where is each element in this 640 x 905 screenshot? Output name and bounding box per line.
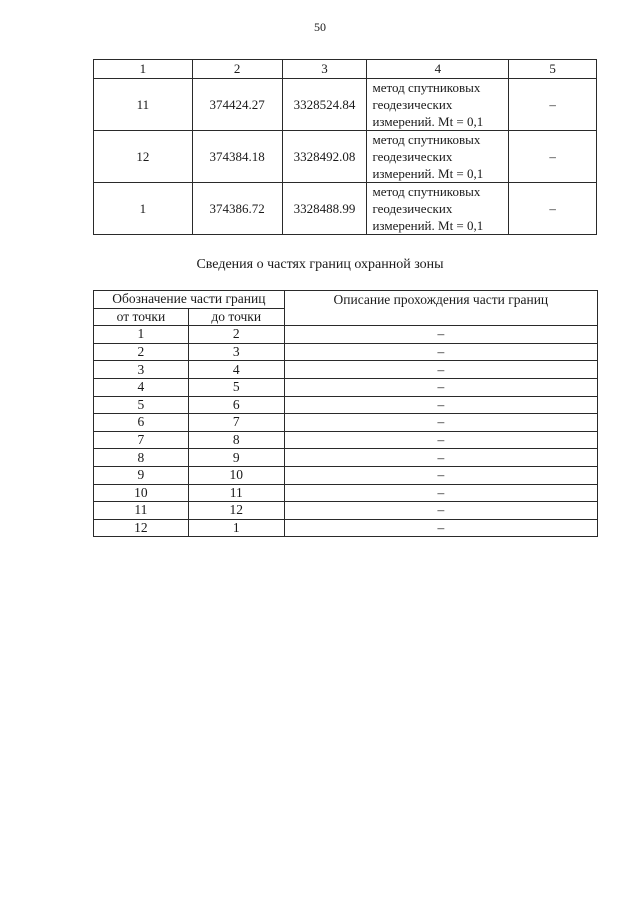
from-point-cell: 3 bbox=[94, 361, 189, 379]
column-number-2: 2 bbox=[192, 60, 282, 79]
from-point-cell: 4 bbox=[94, 378, 189, 396]
parts-table-body bbox=[94, 326, 598, 537]
table-row bbox=[94, 396, 598, 414]
column-number-4: 4 bbox=[367, 60, 509, 79]
from-point-cell: 11 bbox=[94, 502, 189, 520]
method-description bbox=[367, 79, 509, 131]
method-line: метод спутниковых bbox=[372, 184, 481, 199]
method-line: метод спутниковых bbox=[372, 80, 481, 95]
to-point-cell: 1 bbox=[188, 519, 284, 537]
description-cell: – bbox=[284, 484, 597, 502]
column-number-1: 1 bbox=[94, 60, 193, 79]
y-coordinate: 3328524.84 bbox=[282, 79, 367, 131]
point-number: 11 bbox=[94, 79, 193, 131]
table-row bbox=[94, 378, 598, 396]
coordinates-header-row bbox=[94, 60, 597, 79]
point-number: 12 bbox=[94, 131, 193, 183]
to-point-cell: 2 bbox=[188, 326, 284, 344]
x-coordinate: 374386.72 bbox=[192, 183, 282, 235]
description-cell: – bbox=[284, 396, 597, 414]
to-point-cell: 12 bbox=[188, 502, 284, 520]
method-description bbox=[367, 131, 509, 183]
from-point-cell: 2 bbox=[94, 343, 189, 361]
from-point-header: от точки bbox=[94, 308, 189, 326]
from-point-cell: 8 bbox=[94, 449, 189, 467]
from-point-cell: 9 bbox=[94, 466, 189, 484]
to-point-cell: 10 bbox=[188, 466, 284, 484]
to-point-cell: 11 bbox=[188, 484, 284, 502]
column-number-5: 5 bbox=[509, 60, 597, 79]
table-row bbox=[94, 466, 598, 484]
from-point-cell: 6 bbox=[94, 414, 189, 432]
coordinates-table bbox=[93, 59, 597, 235]
from-point-cell: 12 bbox=[94, 519, 189, 537]
x-coordinate: 374384.18 bbox=[192, 131, 282, 183]
note-cell: – bbox=[509, 183, 597, 235]
to-point-cell: 4 bbox=[188, 361, 284, 379]
to-point-cell: 8 bbox=[188, 431, 284, 449]
to-point-cell: 5 bbox=[188, 378, 284, 396]
section-title: Сведения о частях границ охранной зоны bbox=[196, 257, 444, 272]
y-coordinate: 3328488.99 bbox=[282, 183, 367, 235]
table-row bbox=[94, 502, 598, 520]
from-point-cell: 7 bbox=[94, 431, 189, 449]
boundary-parts-table bbox=[93, 290, 598, 537]
table-row bbox=[94, 183, 597, 235]
method-line: геодезических bbox=[372, 201, 453, 216]
method-line: измерений. Mt = 0,1 bbox=[372, 218, 484, 233]
description-cell: – bbox=[284, 502, 597, 520]
from-point-cell: 5 bbox=[94, 396, 189, 414]
description-header: Описание прохождения части границ bbox=[284, 291, 597, 326]
method-line: измерений. Mt = 0,1 bbox=[372, 166, 484, 181]
from-point-cell: 1 bbox=[94, 326, 189, 344]
description-cell: – bbox=[284, 378, 597, 396]
group-header: Обозначение части границ bbox=[94, 291, 285, 309]
method-line: метод спутниковых bbox=[372, 132, 481, 147]
column-number-3: 3 bbox=[282, 60, 367, 79]
table-row bbox=[94, 414, 598, 432]
table-row bbox=[94, 79, 597, 131]
x-coordinate: 374424.27 bbox=[192, 79, 282, 131]
from-point-cell: 10 bbox=[94, 484, 189, 502]
description-cell: – bbox=[284, 466, 597, 484]
note-cell: – bbox=[509, 131, 597, 183]
description-cell: – bbox=[284, 361, 597, 379]
table-row bbox=[94, 519, 598, 537]
method-description bbox=[367, 183, 509, 235]
method-line: геодезических bbox=[372, 97, 453, 112]
to-point-cell: 9 bbox=[188, 449, 284, 467]
to-point-header: до точки bbox=[188, 308, 284, 326]
point-number: 1 bbox=[94, 183, 193, 235]
table-row bbox=[94, 361, 598, 379]
table-row bbox=[94, 484, 598, 502]
description-cell: – bbox=[284, 431, 597, 449]
table-row bbox=[94, 131, 597, 183]
table-row bbox=[94, 343, 598, 361]
to-point-cell: 6 bbox=[188, 396, 284, 414]
note-cell: – bbox=[509, 79, 597, 131]
to-point-cell: 3 bbox=[188, 343, 284, 361]
to-point-cell: 7 bbox=[188, 414, 284, 432]
y-coordinate: 3328492.08 bbox=[282, 131, 367, 183]
description-cell: – bbox=[284, 326, 597, 344]
table-row bbox=[94, 431, 598, 449]
method-line: измерений. Mt = 0,1 bbox=[372, 114, 484, 129]
table-row bbox=[94, 326, 598, 344]
description-cell: – bbox=[284, 414, 597, 432]
description-cell: – bbox=[284, 343, 597, 361]
parts-header-row bbox=[94, 291, 598, 309]
method-line: геодезических bbox=[372, 149, 453, 164]
description-cell: – bbox=[284, 519, 597, 537]
page-number: 50 bbox=[314, 20, 326, 34]
table-row bbox=[94, 449, 598, 467]
description-cell: – bbox=[284, 449, 597, 467]
